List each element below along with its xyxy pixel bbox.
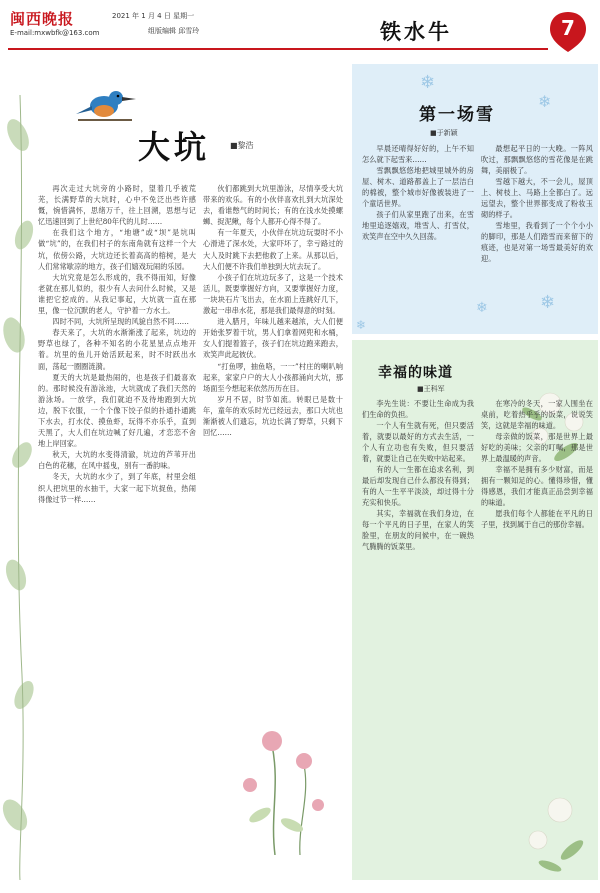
newspaper-masthead: 闽西晚报 xyxy=(10,10,75,28)
paragraph: 四时不同，大坑所呈现的风貌自然不同…… xyxy=(52,317,189,327)
section-title: 铁水牛 xyxy=(380,19,452,44)
main-story-column-2 xyxy=(203,183,343,663)
paragraph: 在寒冷的冬天，一家人围坐在桌前，吃着热乎乎的饭菜，说说笑笑，这就是幸福的味道。 xyxy=(481,399,593,430)
paragraph: 有一年夏天，小伙伴在坑边玩耍时不小心滑进了深水处，大家吓坏了，幸亏路过的大人及时跳下去把他救了上来。从那以后，大人们便不许我们单独到大坑去玩了。 xyxy=(203,228,343,271)
paragraph: 雪飘飘悠悠地把城里城外的房屋、树木、道路都盖上了一层洁白的棉被，整个城市好像被装进了一个童话世界。 xyxy=(362,166,474,208)
paragraph: 早晨还晴得好好的，上午不知怎么就下起雪来…… xyxy=(362,144,474,164)
contact-email: E-mail:mxwbfk@163.com xyxy=(10,29,100,37)
paragraph: 再次走过大坑旁的小路时，望着几乎被荒芜，长满野草的大坑时，心中不免泛出些许感慨，惋惜满怀，思绪万千，往上回溯，思想与记忆迅速回到了上世纪80年代的儿时…… xyxy=(38,184,196,227)
snow-article-title: 第一场雪 xyxy=(419,105,495,125)
main-story-column-1 xyxy=(38,183,196,810)
paragraph: 愿我们每个人都能在平凡的日子里，找到属于自己的那份幸福。 xyxy=(481,509,593,529)
happiness-article-title: 幸福的味道 xyxy=(378,365,453,381)
paragraph: 春天来了，大坑的水渐渐涨了起来，坑边的野草也绿了，各种不知名的小花星星点点地开着。坑里的鱼儿开始活跃起来，时不时跃出水面，荡起一圈圈涟漪。 xyxy=(38,328,196,371)
flower-decoration-icon xyxy=(200,665,350,855)
happiness-article-author: ■王科军 xyxy=(417,385,445,393)
main-story-author: ■黎浩 xyxy=(230,141,254,150)
snow-article-column-2 xyxy=(481,143,593,313)
snowflake-icon: ❄ xyxy=(420,72,436,93)
paragraph: 在我们这个地方，“地塘”或“坝”是坑叫做“坑”的，在我们村子的东南角就有这样一个大坑，依傍公路，大坑边还长着高高的榕树，是大人们常常歇凉的地方，孩子们嬉戏玩闹的乐园。 xyxy=(38,228,196,271)
kingfisher-illustration-icon xyxy=(70,78,140,138)
paragraph: 李先生说：不要让生命成为我们生命的负担。 xyxy=(362,399,474,419)
main-story-title: 大坑 xyxy=(138,128,211,166)
paragraph: 冬天，大坑的水少了，到了年底，村里会组织人把坑里的水抽干，大家一起下坑捉鱼，热闹得像过节一样…… xyxy=(38,472,196,504)
paragraph: 伙们都跳到大坑里游泳，尽情享受大坑带来的欢乐。有的小伙伴喜欢扎到大坑深处去，看谁憋气的时间长；有的在浅水处摸螺蛳、捉泥鳅，每个人都开心得不得了。 xyxy=(203,184,343,227)
paragraph: 一个人有生就有死，但只要活着，就要以最好的方式去生活，一个人有立功也有失败，但只要活着，就要让自己在失败中站起来。 xyxy=(362,421,474,463)
paragraph: 夏天的大坑是最热闹的，也是孩子们最喜欢的。那时候没有游泳池，大坑就成了我们天然的游泳场。一放学，我们就迫不及待地跑到大坑边，脱下衣服，一个个像下饺子似的扑通扑通跳下水去，打水仗、摸鱼虾，玩得不亦乐乎，直到天黑了，大人们在坑边喊了好几遍，才恋恋不舍地上岸回家。 xyxy=(38,372,196,449)
snowflake-icon: ❄ xyxy=(538,92,552,111)
paragraph: 大坑究竟是怎么形成的，我不得而知，好像老就在那儿似的，很少有人去问什么时候，又是谁把它挖成的。从我记事起，大坑就一直在那里，像一位沉默的老人，守护着一方水土。 xyxy=(38,272,196,316)
paragraph: 雪越下越大，不一会儿，屋顶上、树枝上、马路上全都白了。远远望去，整个世界都变成了粉妆玉砌的样子。 xyxy=(481,177,593,219)
paragraph: “打鱼啰，抽鱼咯，一一”村庄的喇叭响起来，家家户户的大人小孩都涌向大坑，那场面至今想起来依然历历在目。 xyxy=(203,361,343,393)
header-divider xyxy=(8,48,548,50)
paragraph: 孩子们从家里跑了出来，在雪地里追逐嬉戏，堆雪人、打雪仗，欢笑声在空中久久回荡。 xyxy=(362,210,474,241)
snow-article-author: ■于新颖 xyxy=(430,129,458,137)
paragraph: 最想起平日的一大晚。一阵风吹过，那飘飘悠悠的雪花像是在跳舞，美丽极了。 xyxy=(481,144,593,175)
paragraph: 其实，幸福就在我们身边，在每一个平凡的日子里，在家人的笑脸里，在朋友的问候中，在一碗热气腾腾的饭菜里。 xyxy=(362,509,474,551)
snowflake-icon: ❄ xyxy=(356,318,367,332)
white-flower-decoration-icon xyxy=(510,770,595,880)
paragraph: 母亲做的饭菜，那是世界上最好吃的美味；父亲的叮嘱，那是世界上最温暖的声音。 xyxy=(481,432,593,463)
paragraph: 秋天，大坑的水变得清澈，坑边的芦苇开出白色的花穗，在风中摇曳，别有一番韵味。 xyxy=(38,450,196,471)
leaf-decoration-icon xyxy=(0,75,40,885)
paragraph: 进入腊月，年味儿越来越浓，大人们便开始张罗着干坑，男人们拿着网兜和水桶，女人们提着篮子，孩子们在坑边跑来跑去，欢笑声此起彼伏。 xyxy=(203,317,343,360)
paragraph: 雪地里，我看到了一个个小小的脚印，那是人们踏雪而来留下的痕迹，也是对第一场雪最美好的欢迎。 xyxy=(481,221,593,263)
paragraph: 小孩子们在坑边玩多了，这是一个技术活儿，既要掌握好方向，又要掌握好力度，一块块石片飞出去，在水面上连跳好几下，激起一串串水花，那是我们最得意的时刻。 xyxy=(203,272,343,316)
snowflake-icon: ❄ xyxy=(540,292,556,313)
issue-date: 2021 年 1 月 4 日 星期一 xyxy=(112,12,195,20)
happiness-article-column-1 xyxy=(362,398,474,868)
snowflake-icon: ❄ xyxy=(476,300,488,316)
snow-article-column-1 xyxy=(362,143,474,313)
page-number: 7 xyxy=(561,16,575,40)
paragraph: 有的人一生都在追求名利，到最后却发现自己什么都没有得到；有的人一生平平淡淡，却过得十分充实和快乐。 xyxy=(362,465,474,507)
layout-editor: 组版编辑 邱雪玲 xyxy=(148,27,200,35)
paragraph: 岁月不居，时节如流。转眼已是数十年，童年的欢乐时光已经远去，那口大坑也渐渐被人们遗忘，坑边长满了野草，只剩下回忆…… xyxy=(203,394,343,438)
paragraph: 幸福不是拥有多少财富，而是拥有一颗知足的心。懂得珍惜，懂得感恩，我们才能真正品尝到幸福的味道。 xyxy=(481,465,593,507)
